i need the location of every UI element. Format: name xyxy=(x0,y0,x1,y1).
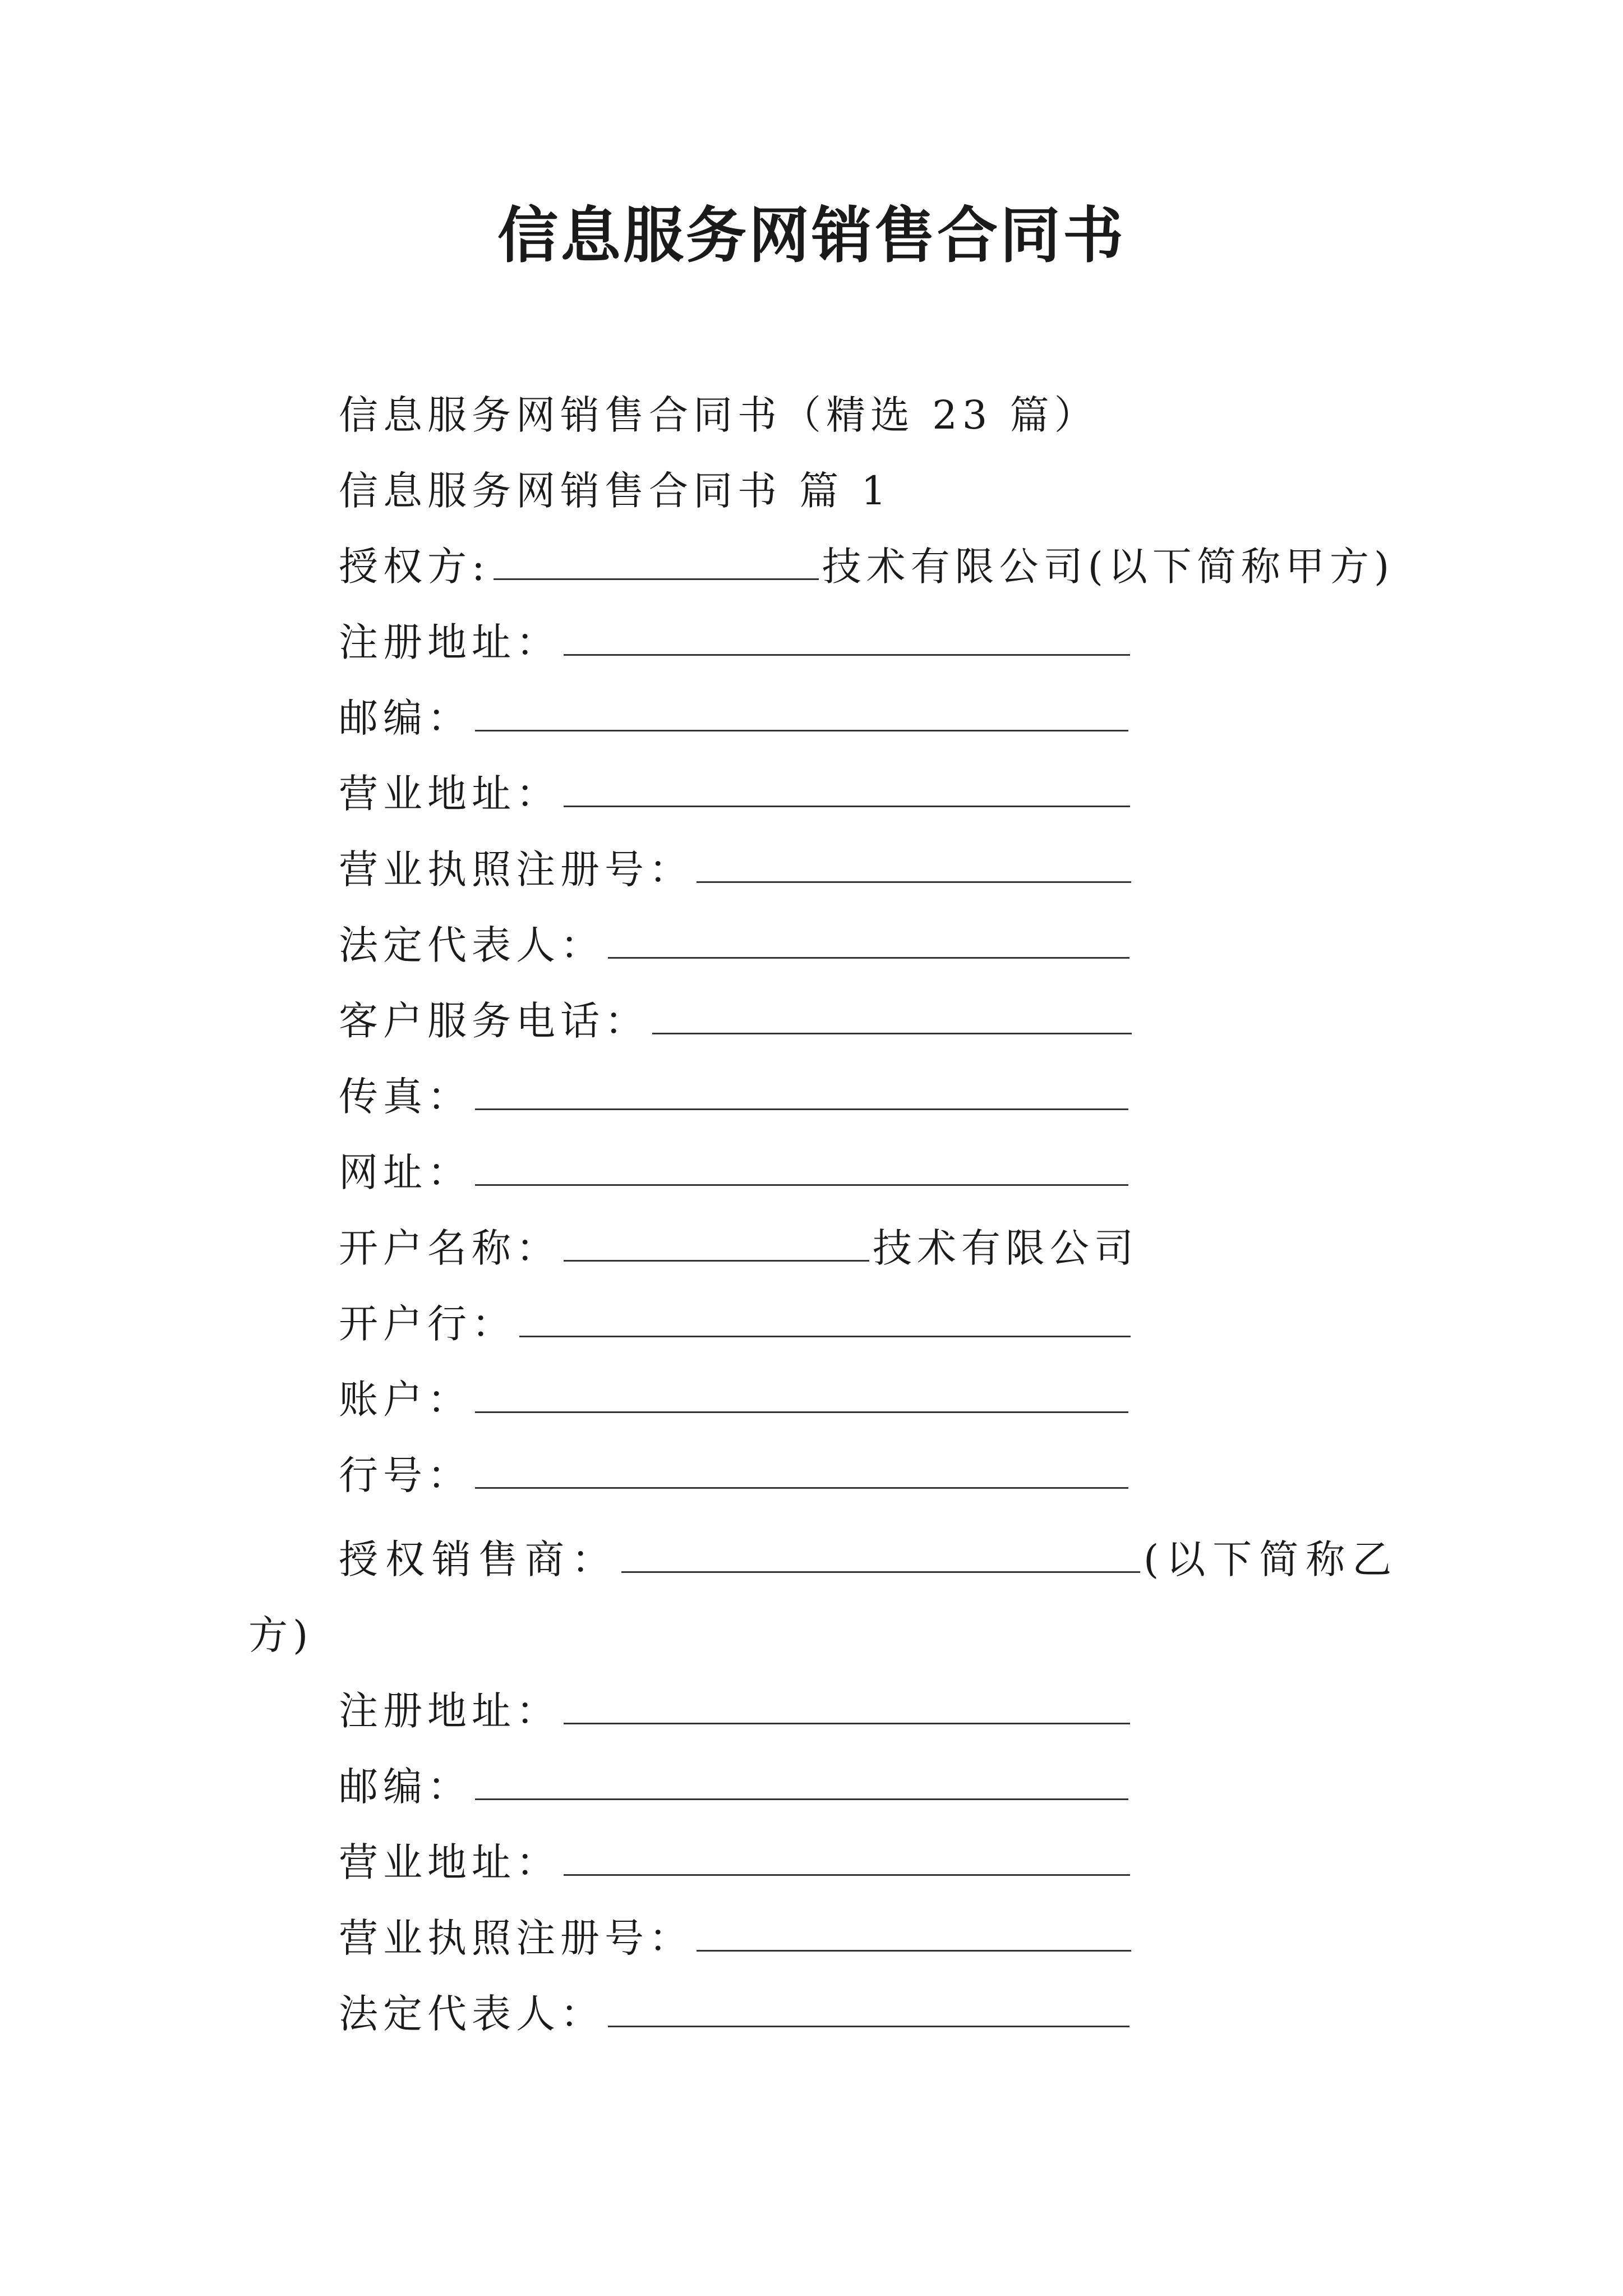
field-blank[interactable] xyxy=(475,1071,1128,1110)
party-a-field: 注册地址： xyxy=(339,617,1133,668)
field-blank[interactable] xyxy=(475,1761,1128,1800)
party-a-field: 客户服务电话： xyxy=(339,996,1135,1046)
party-a-field: 法定代表人： xyxy=(339,920,1133,970)
party-a-field: 营业地址： xyxy=(339,769,1133,819)
field-blank[interactable] xyxy=(519,1299,1131,1337)
field-blank[interactable] xyxy=(475,1147,1128,1186)
account-name-blank[interactable] xyxy=(564,1223,869,1262)
field-blank[interactable] xyxy=(697,1913,1131,1952)
party-b-field: 法定代表人： xyxy=(339,1989,1133,2039)
field-blank[interactable] xyxy=(652,996,1132,1034)
account-name-line: 开户名称： 技术有限公司 xyxy=(339,1223,1138,1273)
party-b-field: 营业地址： xyxy=(339,1837,1133,1888)
grantor-suffix: 技术有限公司(以下简称甲方) xyxy=(822,544,1395,590)
distributor-name-blank[interactable] xyxy=(621,1534,1140,1573)
field-blank[interactable] xyxy=(564,1686,1130,1724)
field-blank[interactable] xyxy=(608,1989,1129,2027)
party-b-suffix-continuation: 方) xyxy=(248,1612,313,1658)
field-blank[interactable] xyxy=(564,617,1130,656)
party-a-field: 邮编： xyxy=(339,693,1132,743)
grantor-label: 授权方: xyxy=(339,544,490,590)
field-blank[interactable] xyxy=(475,1374,1128,1413)
bank-field: 行号： xyxy=(339,1450,1132,1501)
party-a-field: 传真： xyxy=(339,1071,1132,1122)
section-heading: 信息服务网销售合同书 篇 1 xyxy=(339,468,892,514)
grantor-name-blank[interactable] xyxy=(494,541,819,580)
party-a-grantor-line xyxy=(339,541,1394,592)
bank-field: 账户： xyxy=(339,1374,1132,1425)
field-blank[interactable] xyxy=(697,844,1131,883)
party-b-field: 营业执照注册号： xyxy=(339,1913,1135,1963)
party-b-field: 邮编： xyxy=(339,1761,1132,1812)
party-a-field: 网址： xyxy=(339,1147,1132,1198)
field-blank[interactable] xyxy=(475,1450,1128,1489)
party-a-field: 营业执照注册号： xyxy=(339,844,1135,895)
document-title: 信息服务网销售合同书 xyxy=(497,200,1126,271)
field-blank[interactable] xyxy=(475,693,1128,731)
bank-field: 开户行： xyxy=(339,1299,1134,1349)
party-b-field: 注册地址： xyxy=(339,1686,1133,1736)
field-blank[interactable] xyxy=(608,920,1129,959)
field-blank[interactable] xyxy=(564,769,1130,807)
field-blank[interactable] xyxy=(564,1837,1130,1876)
party-b-distributor-line: 授权销售商： (以下简称乙 xyxy=(339,1534,1399,1585)
document-subtitle: 信息服务网销售合同书（精选 23 篇） xyxy=(339,392,1099,438)
